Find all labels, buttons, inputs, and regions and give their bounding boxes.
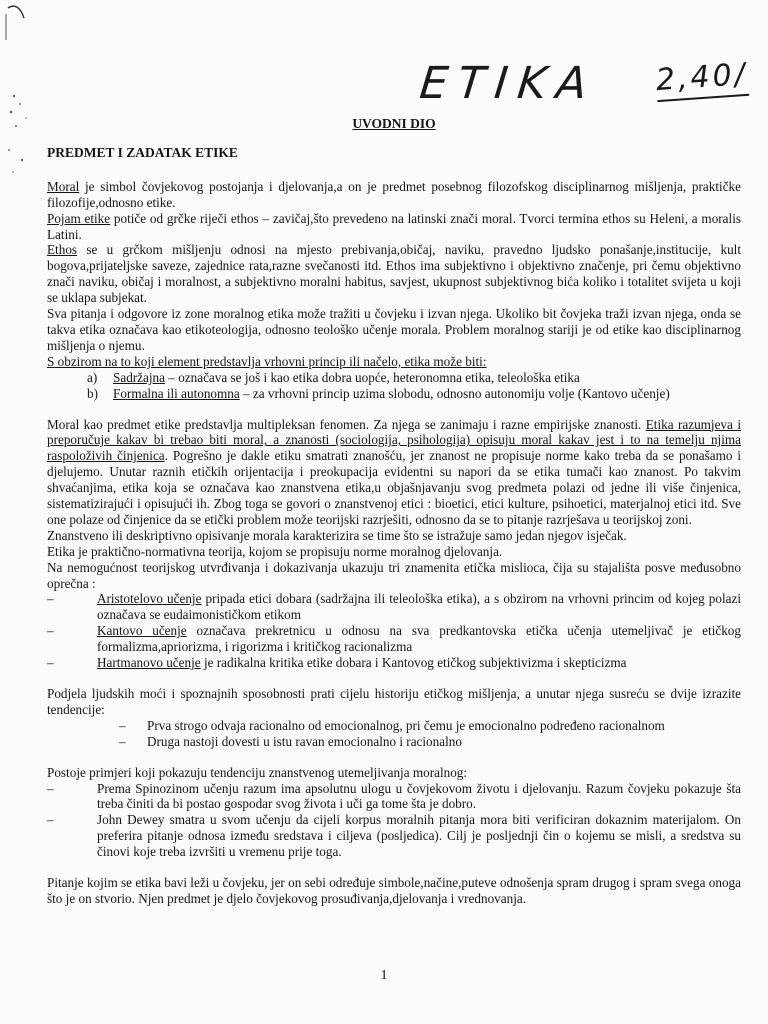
ethics-types-list xyxy=(47,370,741,402)
handwritten-title: ETIKA xyxy=(417,58,600,109)
list-item xyxy=(47,623,741,655)
list-text: pripada etici dobara (sadržajna ili teleološka etika), a s obzirom na vrhovni princim od kojeg polazi označava se eudaimonističkom etikom xyxy=(97,591,742,623)
list-label: b) xyxy=(87,385,98,401)
document-body xyxy=(47,116,741,907)
paragraph-pitanje: Pitanje kojim se etika bavi leži u čovjeku, jer on sebi određuje simbole,načine,puteve odnošenja spram drugog i spram svega onoga što je on stvorio. Njen predmet je djelo čovjekovog prosuđivanja,djelovanja i vrednovanja. xyxy=(47,875,741,906)
term-moral: Moral xyxy=(47,178,80,194)
list-text: označava prekretnicu u odnosu na sva predkantovska etička učenja utemeljivač je etičkog formalizma,apriorizma, i rigorizma i kritičkog racionalizma xyxy=(97,623,741,655)
list-text: – za vrhovni princip uzima slobodu, odnosno autonomiju volje (Kantovo učenje) xyxy=(239,385,670,401)
list-term: Aristotelovo učenje xyxy=(97,591,202,607)
list-item xyxy=(47,591,741,623)
list-item xyxy=(47,812,741,860)
paragraph-text: potiče od grčke riječi ethos – zavičaj,što prevedeno na latinski znači moral. Tvorci termina ethos su Heleni, a moralis Latini. xyxy=(47,210,741,242)
thinkers-list xyxy=(47,591,741,671)
dash-marker: – xyxy=(119,717,126,733)
term-pojam-etike: Pojam etike xyxy=(47,210,111,226)
list-text: John Dewey smatra u svom učenju da cijeli korpus moralnih pitanja mora biti verificiran dokaznim materijalom. On preferira pitanje odnosa između sredstava i ciljeva (posljedica). Cilj je posljednji čin o kojemu se misli, a sredstva su činovi koje treba izvršiti u vremenu prije toga. xyxy=(97,812,741,860)
list-text: je radikalna kritika etike dobara i Kantovog etičkog subjektivizma i skepticizma xyxy=(200,655,627,671)
list-item xyxy=(87,370,741,386)
paragraph-znanstveno: Znanstveno ili deskriptivno opisivanje morala karakterizira se time što se istražuje samo jedan njegov isječak. xyxy=(47,527,627,543)
section-title: UVODNI DIO xyxy=(352,116,436,131)
paragraph-pojam-etike xyxy=(47,211,741,243)
paragraph-moral xyxy=(47,179,741,211)
chapter-heading: PREDMET I ZADATAK ETIKE xyxy=(47,144,238,160)
list-item xyxy=(87,386,741,402)
paragraph-prakticno: Etika je praktično-normativna teorija, kojom se propisuju norme moralnog djelovanja. xyxy=(47,543,503,559)
handwritten-price: 2,40/ xyxy=(655,57,749,102)
list-item xyxy=(47,781,741,813)
paragraph-text: . Pogrešno je dakle etiku smatrati znanošću, jer znanost ne propisuje norme kako treba da se ponašamo i djelujemo. Unutar raznih etičkih orijentacija i preokupacija evidentni su napori da se etika tumači kao znanost. Po takvim shvaćanjima, etika koja se označava kao znanstvena etika,u objašnjavanju svog predmeta polazi od jedne ili više činjenica, sistematizirajući i opisujući ih. Zbog toga se govori o znanstvenoj etici : bioetici, etici kulture, psihoetici, materjalnoj etici itd. Sve one polaze od činjenice da se etički problem može teorijski razrješiti, odnosno da se to pitanje razrješava u teorijskoj zoni. xyxy=(47,448,741,527)
tendencies-list xyxy=(47,718,741,750)
list-text: Prva strogo odvaja racionalno od emocionalnog, pri čemu je emocionalno podređeno racionalnom xyxy=(147,717,665,733)
dash-marker: – xyxy=(47,780,54,796)
list-item xyxy=(47,718,741,734)
list-label: a) xyxy=(87,369,98,385)
paragraph-text: je simbol čovjekovog postojanja i djelovanja,a on je predmet posebnog filozofskog disciplinarnog mišljenja, praktičke filozofije,odnosno etike. xyxy=(47,178,741,210)
dash-marker: – xyxy=(119,733,126,749)
paragraph-postoje: Postoje primjeri koji pokazuju tendenciju znanstvenog utemeljivanja moralnog: xyxy=(47,764,468,780)
list-text: Druga nastoji dovesti u istu ravan emocionalno i racionalno xyxy=(147,733,462,749)
paragraph-sva-pitanja: Sva pitanja i odgovore iz zone moralnog etika može tražiti u čovjeku i izvan njega. Ukoliko bit čovjeka traži izvan njega, onda se takva etika označava kao etikoteologija, odnosno teološko učenje morala. Problem moralnog stariji je od etike kao disciplinarnog mišljenja o njemu. xyxy=(47,306,741,353)
list-term: Hartmanovo učenje xyxy=(97,655,201,671)
list-item xyxy=(47,655,741,671)
paragraph-podjela: Podjela ljudskih moći i spoznajnih sposobnosti prati cijelu historiju etičkog mišljenja, a unutar njega susreću se dvije izrazite tendencije: xyxy=(47,686,741,717)
list-term: Kantovo učenje xyxy=(97,623,187,639)
dash-marker: – xyxy=(47,591,54,607)
paragraph-nemogucnost: Na nemogućnost teorijskog utvrđivanja i dokazivanja ukazuju tri znamenita etička mislioca, čija su stajališta posve međusobno oprečna : xyxy=(47,559,741,591)
paragraph-text: S obzirom na to koji element predstavlja vrhovni princip ili načelo, etika može biti: xyxy=(47,353,487,369)
term-ethos: Ethos xyxy=(47,242,78,258)
list-text: Prema Spinozinom učenju razum ima apsolutnu ulogu u čovjekovom životu i djelovanju. Razum čovjeku pokazuje šta treba činiti da bi postao gospodar svog života i uči ga tome šta je dobro. xyxy=(97,780,741,812)
dash-marker: – xyxy=(47,655,54,671)
paragraph-multipleksan xyxy=(47,417,741,528)
dash-marker: – xyxy=(47,623,54,639)
paragraph-text: se u grčkom mišljenju odnosi na mjesto prebivanja,običaj, naviku, pravedno ljudsko ponašanje,institucije, kult bogova,prijateljske saveze, zajednice rata,razne svečanosti itd. Ethos ima subjektivno i objektivno značenje, pri čemu objektivno znači naviku, običaj i moralnost, a subjektivno moralni habitus, savjest, ukupnost subjektivnog bića koliko i totalitet svijeta u koji se uklapa subjekat. xyxy=(47,242,741,306)
list-term: Sadržajna xyxy=(113,369,165,385)
examples-list xyxy=(47,781,741,861)
paragraph-text: Moral kao predmet etike predstavlja multipleksan fenomen. Za njega se zanimaju i razne empirijske znanosti. xyxy=(47,416,646,432)
paragraph-underlined: Etika razumjeva i preporučuje kakav bi trebao biti moral, a znanosti (sociologija, psihologija) opisuju moral kakav jest i to na temelju njima raspoloživih činjenica xyxy=(47,416,741,464)
list-term: Formalna ili autonomna xyxy=(113,385,240,401)
dash-marker: – xyxy=(47,812,54,828)
page-number: 1 xyxy=(380,968,388,983)
paragraph-ethos xyxy=(47,242,741,306)
list-item xyxy=(47,734,741,750)
list-text: – označava se još i kao etika dobra uopće, heteronomna etika, teleološka etika xyxy=(165,369,580,385)
paragraph-s-obzirom xyxy=(47,354,741,370)
